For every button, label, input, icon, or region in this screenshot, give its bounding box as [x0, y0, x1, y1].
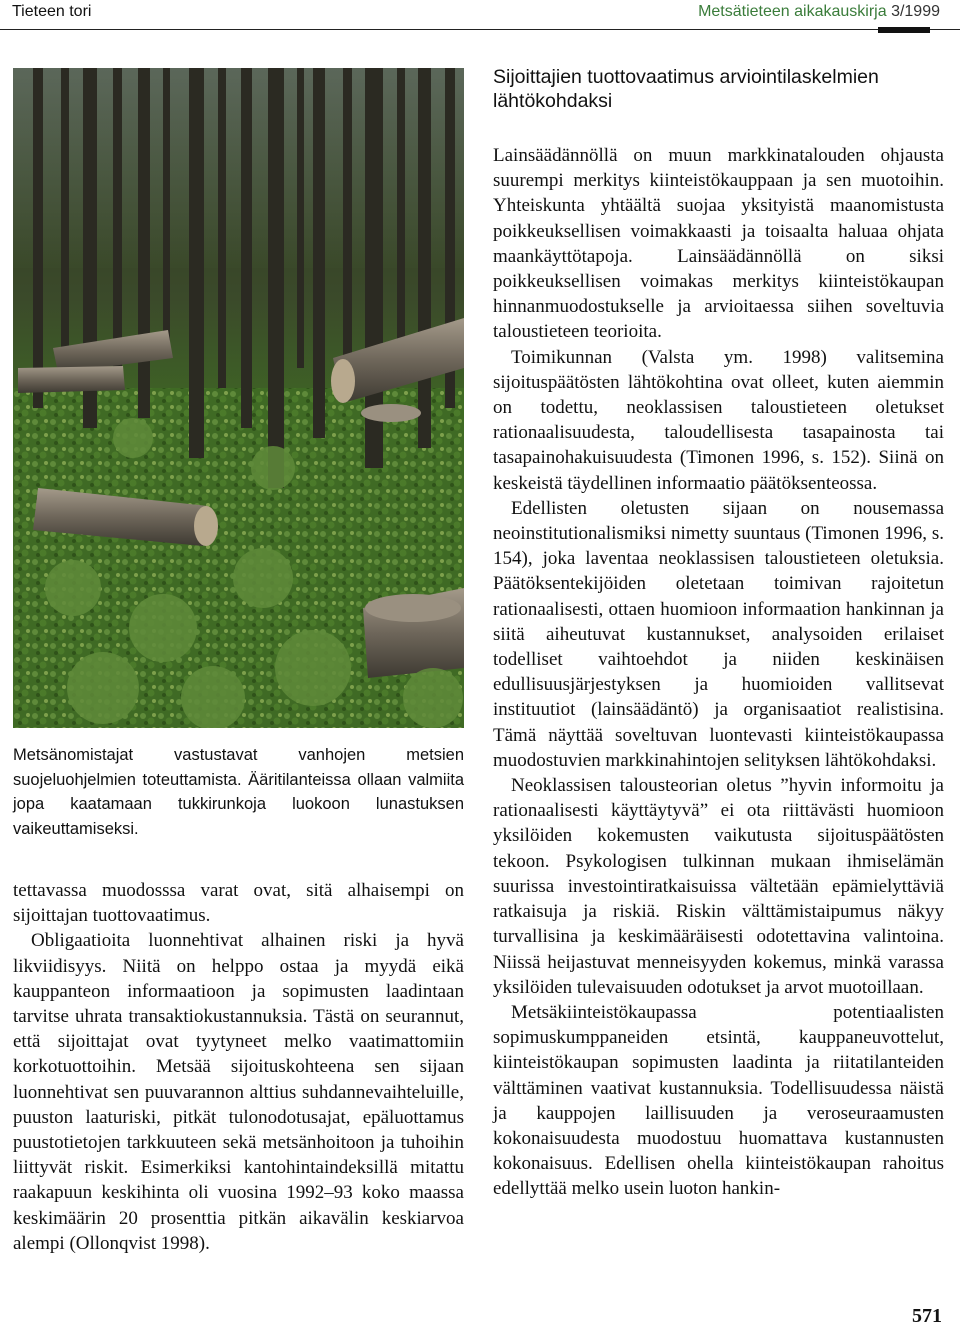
left-paragraph: Obligaatioita luonnehtivat alhainen riski ja hyvä likviidisyys. Niitä on helppo ostaa ja myydä eikä kauppanteon informaatioon ja sopimusten laadintaan tarvitse uhrata transaktiokustannuksia. Tästä on seurannut, että sijoittajat ovat tyytyneet melko vaatimattomiin korkotuottoihin. Metsää sijoituskohteena sen sijaan luonnehtivat sen puuvarannon alttius suhdannevaihteluille, puuston laaturiski, pitkät tulonodotusajat, epäluottamus puustotietojen tarkkuuteen sekä metsänhoitoon ja tuhoihin liittyvät riskit. Esimerkiksi kantohintaindeksillä mitattu raakapuun keskihinta oli vuosina 1992–93 koko maassa keskimäärin 20 prosenttia pitkän aikavälin keskiarvoa alempi (Ollonqvist 1998).: [13, 930, 464, 1254]
right-column: [493, 65, 944, 1202]
forest-photo: [13, 68, 464, 728]
right-paragraph: Lainsäädännöllä on muun markkinatalouden ohjausta suurempi merkitys kiinteistökauppaan ja sen muotoihin. Yhteiskunta yhtäältä suojaa yksityistä maanomistusta poikkeuksellisen voimakkaasti ja toisaalta haluaa ohjata maankäyttötapoja. Lainsäädännöllä on siksi poikkeuksellisen voimakas merkitys kiinteistökaupan hinnanmuodostukselle ja arvioitaessa siihen soveltuvia taloustieteen teorioita.: [493, 145, 944, 343]
right-paragraph: Metsäkiinteistökaupassa potentiaalisten sopimuskumppaneiden etsintä, kauppaneuvottelut, kiinteistökaupan sopimusten laadinta ja riitatilanteiden välttäminen vaativat kustannuksia. Todellisuudessa näistä ja kauppojen laillisuuden ja veroseuraamusten kokonaisuudesta muodostuu huomattava kustannusten kokonaisuus. Edellisen ohella kiinteistökaupan rahoitus edellyttää melko usein luoton hankin-: [493, 1001, 944, 1200]
journal-issue: 3/1999: [891, 3, 940, 20]
left-paragraph: tettavassa muodosssa varat ovat, sitä alhaisempi on sijoittajan tuottovaatimus.: [13, 880, 464, 927]
section-heading: Sijoittajien tuottovaatimus arviointilaskelmien lähtökohdaksi: [493, 66, 879, 112]
section-label: Tieteen tori: [12, 3, 92, 20]
right-paragraph: Toimikunnan (Valsta ym. 1998) valitsemina sijoituspäätösten lähtökohtina ovat olleet, kuten aiemmin on todettu, neoklassisen taloustieteen oletukset rationaalisuudesta, taloudellisesta tasapainosta tai tasapainohakuisuudesta (Timonen 1996, s. 152). Siinä on keskeistä täydellinen informaatio päätöksenteossa.: [493, 346, 944, 494]
header-tab-marker: [878, 27, 930, 33]
journal-title: [698, 3, 940, 21]
right-paragraph: Edellisten oletusten sijaan on nousemassa neoinstitutionalismiksi nimetty suuntaus (Timonen 1996, s. 154), joka laventaa neoklassisen taloustieteen oletuksia. Päätöksentekijöiden oletetaan toimivan rajoitetun rationaalisesti, ottaen huomioon informaation hankinnan ja siitä aiheutuvat kustannukset, analysoiden erilaiset todelliset vaihtoehdot ja niiden keskinäisen edullisuusjärjestyksen ja huomioiden vallitsevat instituutiot (lainsäädäntö) ja organisaatiot realistisina. Tämä näyttää soveltuvan luontevasti kiinteistökaupassa muodostuvien markkinahintojen selityksen lähtökohdaksi.: [493, 497, 944, 771]
journal-name: Metsätieteen aikakauskirja: [698, 3, 887, 20]
page-number: 571: [912, 1305, 942, 1327]
header-rule: [0, 29, 960, 30]
right-paragraph: Neoklassisen talousteorian oletus ”hyvin informoitu ja rationaalisesti käyttäytyvä” ei ota riittävästi huomioon yksilöiden kokemusten vaikutusta sijoituspäätösten tekoon. Psykologisen tulkinnan mukaan ihmiselämän suurissa investointiratkaisuissa vältetään epämielyttäviä ratkaisuja ja riskiä. Riskin välttämistaipumus näkyy turvallisina ja keskimääräisesti odotettavina valintoina. Niissä heijastuvat menneisyyden kokemus, minkä varassa yksilöiden tulevaisuuden odotukset ja arvot muotoillaan.: [493, 775, 944, 998]
canopy-light: [13, 68, 464, 268]
photo-caption: Metsänomistajat vastustavat vanhojen metsien suojeluohjelmien toteuttamista. Ääritilanteissa ollaan valmiita jopa kaatamaan tukkirunkoja luokoon lunastuksen vaikeuttamiseksi.: [13, 746, 464, 838]
left-column: [13, 878, 464, 1256]
